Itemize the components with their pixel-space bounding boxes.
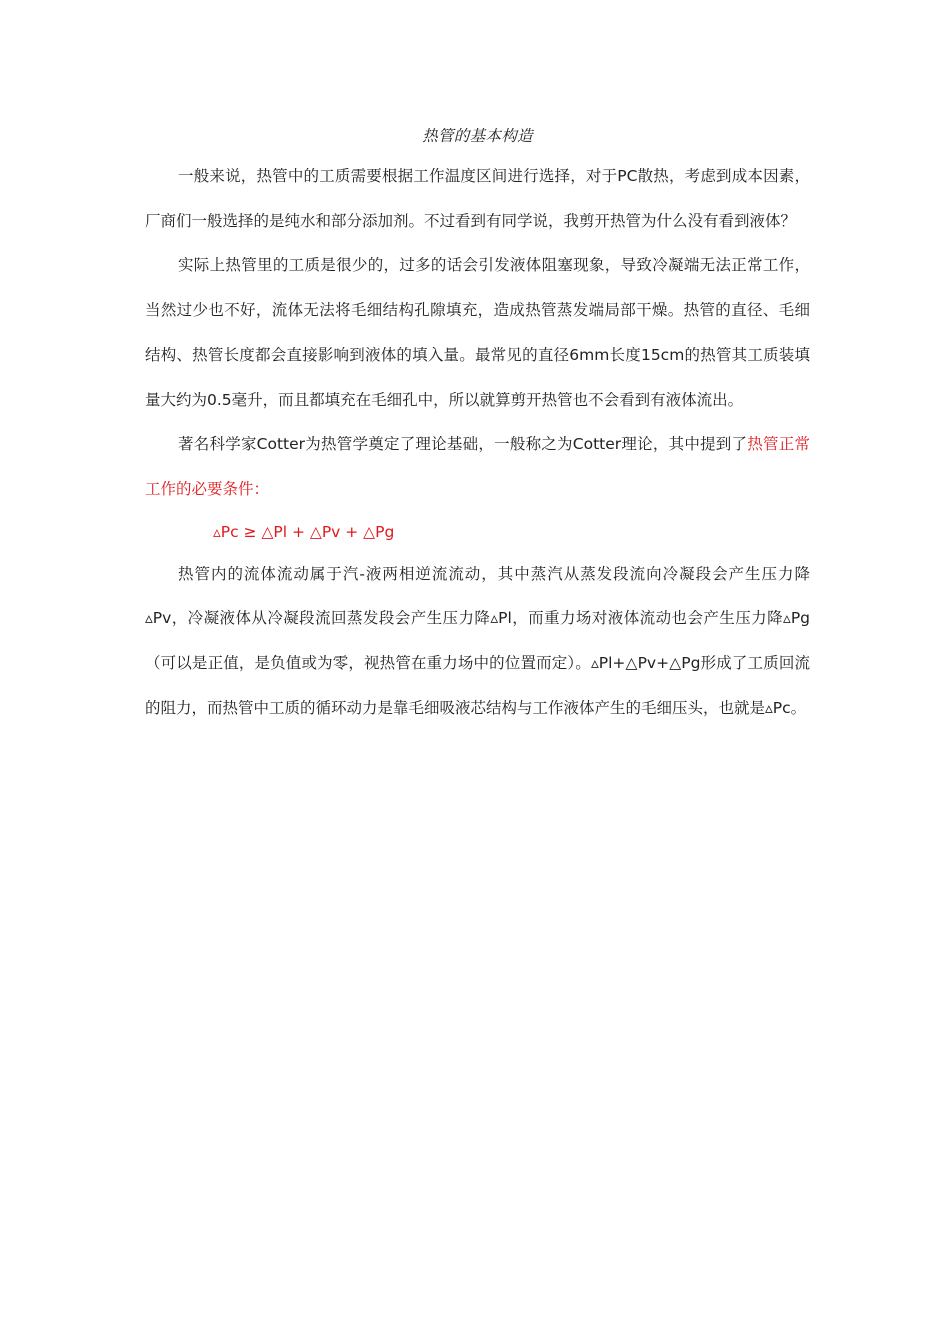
cotter-formula: ▵Pc ≥ △Pl + △Pv + △Pg (213, 522, 395, 541)
cotter-theory-text: 著名科学家Cotter为热管学奠定了理论基础，一般称之为Cotter理论，其中提到了 (178, 435, 748, 454)
document-title: 热管的基本构造 (422, 127, 533, 145)
necessary-condition-highlight: 热管正常工作的必要条件： (145, 435, 810, 498)
paragraph-working-fluid: 一般来说，热管中的工质需要根据工作温度区间进行选择，对于PC散热，考虑到成本因素，厂商们一般选择的是纯水和部分添加剂。不过看到有同学说，我剪开热管为什么没有看到液体？ (145, 167, 810, 230)
paragraph-cotter-theory (145, 422, 810, 511)
paragraph-pressure-drop: 热管内的流体流动属于汽-液两相逆流流动，其中蒸汽从蒸发段流向冷凝段会产生压力降▵Pv，冷凝液体从冷凝段流回蒸发段会产生压力降▵Pl，而重力场对液体流动也会产生压力降▵Pg（可以是正值，是负值或为零，视热管在重力场中的位置而定）。▵Pl+△Pv+△Pg形成了工质回流的阻力，而热管中工质的循环动力是靠毛细吸液芯结构与工作液体产生的毛细压头，也就是▵Pc。 (145, 564, 810, 717)
paragraph-fluid-amount: 实际上热管里的工质是很少的，过多的话会引发液体阻塞现象，导致冷凝端无法正常工作，当然过少也不好，流体无法将毛细结构孔隙填充，造成热管蒸发端局部干燥。热管的直径、毛细结构、热管长度都会直接影响到液体的填入量。最常见的直径6mm长度15cm的热管其工质装填量大约为0.5毫升，而且都填充在毛细孔中，所以就算剪开热管也不会看到有液体流出。 (145, 256, 810, 409)
document-page (145, 118, 810, 730)
